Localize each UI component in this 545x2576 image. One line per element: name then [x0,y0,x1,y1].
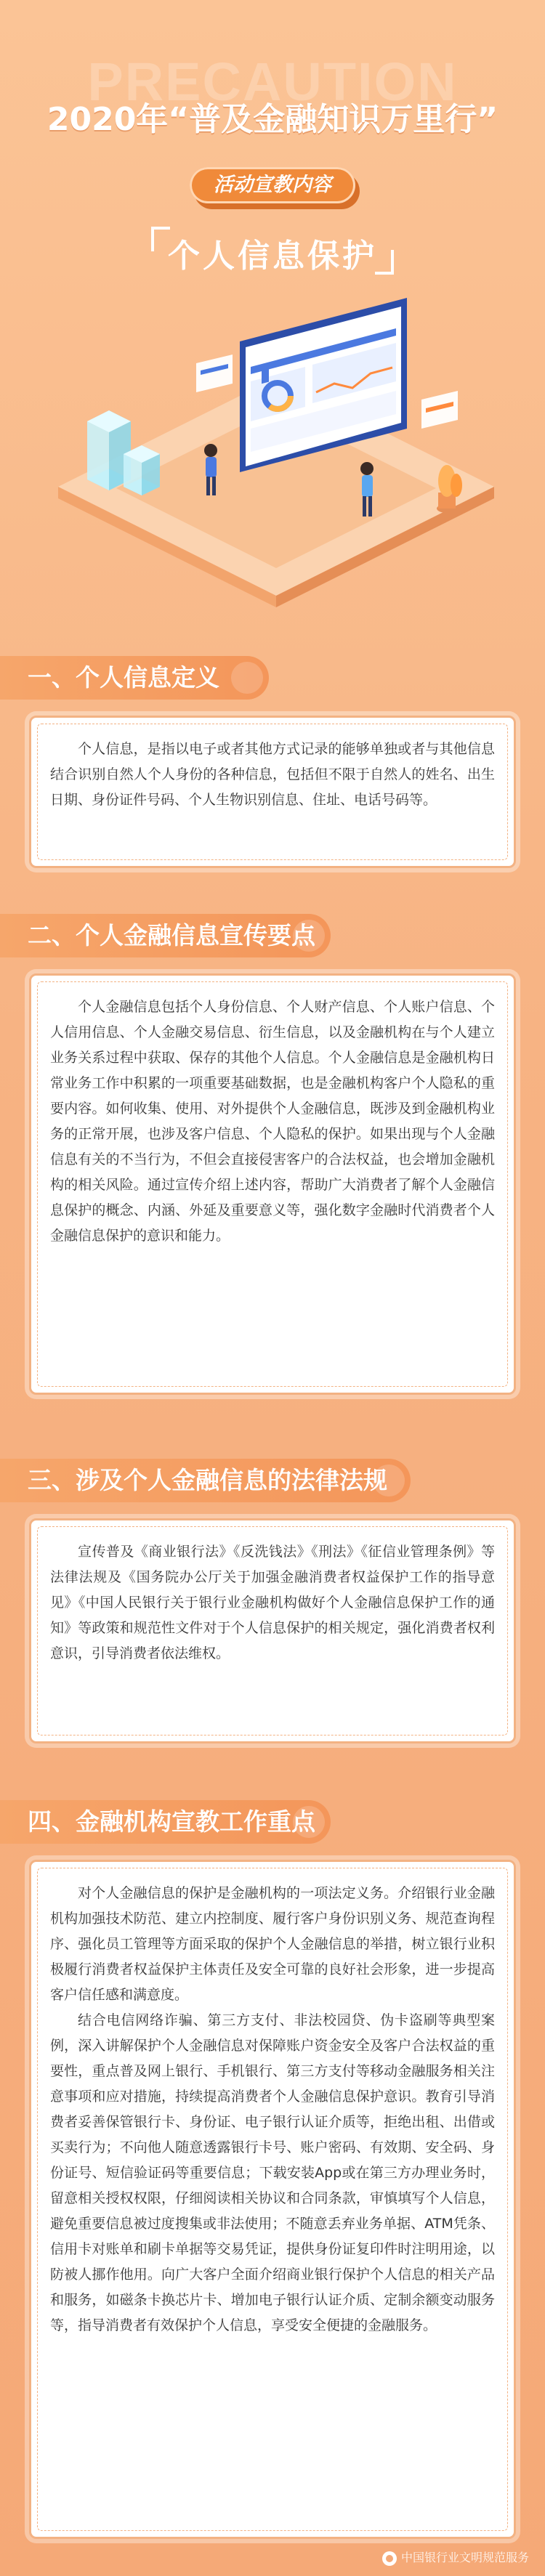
data-dashboard-illustration [29,298,516,610]
page-title: 2020年“普及金融知识万里行” [47,101,498,138]
topic-title: 个人信息保护 [168,238,377,275]
section-2-paragraph: 个人金融信息包括个人身份信息、个人财产信息、个人账户信息、个人信用信息、个人金融交易信息、衍生信息，以及金融机构在与个人建立业务关系过程中获取、保存的其他个人信息。个人金融信息是金融机构日常业务工作中积累的一项重要基础数据，也是金融机构客户个人隐私的重要内容。如何收集、使用、对外提供个人金融信息，既涉及到金融机构业务的正常开展，也涉及客户信息、个人隐私的保护。如果出现与个人金融信息有关的不当行为，不但会直接侵害客户的合法权益，也会增加金融机构的相关风险。通过宣传介绍上述内容，帮助广大消费者了解个人金融信息保护的概念、内涵、外延及重要意义等，强化数字金融时代消费者个人金融信息保护的意识和能力。 [50,999,495,1244]
section-4-paragraph-1: 对个人金融信息的保护是金融机构的一项法定义务。介绍银行业金融机构加强技术防范、建立内控制度、履行客户身份识别义务、规范查询程序、强化员工管理等方面采取的保护个人金融信息的举措，树立银行业积极履行消费者权益保护主体责任及安全可靠的良好社会形象，进一步提高客户信任感和满意度。 [50,1885,495,2003]
source-watermark [382,2548,529,2566]
bar-columns-icon [87,410,160,495]
activity-label: 活动宣教内容 [190,167,355,203]
section-3-paragraph: 宣传普及《商业银行法》《反洗钱法》《刑法》《征信业管理条例》等法律法规及《国务院办公厅关于加强金融消费者权益保护工作的指导意见》《中国人民银行关于银行业金融机构做好个人金融信息保护工作的通知》等政策和规范性文件对于个人信息保护的相关规定，强化消费者权利意识，引导消费者依法维权。 [50,1544,495,1661]
section-4-card [29,1860,516,2539]
section-4-paragraph-2: 结合电信网络诈骗、第三方支付、非法校园贷、伪卡盗刷等典型案例，深入讲解保护个人金融信息对保障账户资金安全及客户合法权益的重要性，重点普及网上银行、手机银行、第三方支付等移动金融服务相关注意事项和应对措施，持续提高消费者个人金融信息保护意识。教育引导消费者妥善保管银行卡、身份证、电子银行认证介质等，拒绝出租、出借或买卖行为；不向他人随意透露银行卡号、账户密码、有效期、安全码、身份证号、短信验证码等重要信息；下载安装App或在第三方办理业务时，留意相关授权权限，仔细阅读相关协议和合同条款，审慎填写个人信息，避免重要信息被过度搜集或非法使用；不随意丢弃业务单据、ATM凭条、信用卡对账单和刷卡单据等交易凭证，提供身份证复印件时注明用途，以防被人挪作他用。向广大客户全面介绍商业银行保护个人信息的相关产品和服务，如磁条卡换芯片卡、增加电子银行认证介质、定制余额变动服务等，指导消费者有效保护个人信息，享受安全便捷的金融服务。 [50,2012,495,2333]
source-label: 中国银行业文明规范服务 [400,2551,529,2564]
topic-title-frame [151,227,394,275]
section-3-card [29,1518,516,1743]
watermark-text: PRECAUTION [87,52,458,112]
section-1-paragraph: 个人信息，是指以电子或者其他方式记录的能够单独或者与其他信息结合识别自然人个人身份的各种信息，包括但不限于自然人的姓名、出生日期、身份证件号码、个人生物识别信息、住址、电话号码等。 [50,741,495,808]
section-3-title: 三、涉及个人金融信息的法律法规 [28,1466,387,1494]
section-4-title: 四、金融机构宣教工作重点 [28,1807,315,1836]
section-1-card [29,716,516,868]
section-1-title: 一、个人信息定义 [28,663,219,692]
section-2-title: 二、个人金融信息宣传要点 [28,921,315,949]
wechat-logo-icon [382,2551,397,2566]
section-2-card [29,973,516,1395]
